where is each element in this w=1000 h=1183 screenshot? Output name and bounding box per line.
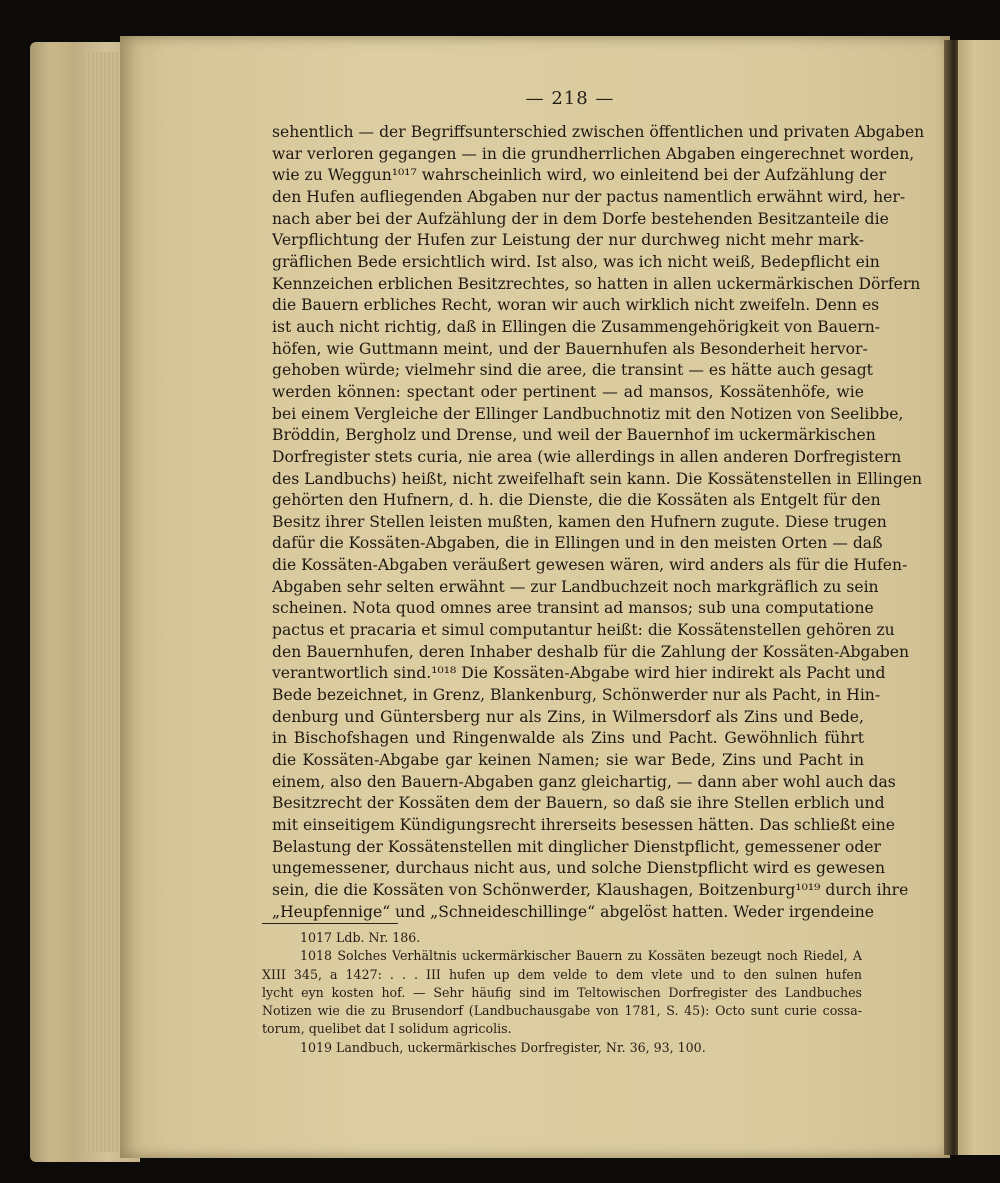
- text-line: einem, also den Bauern-Abgaben ganz gleichartig, — dann aber wohl auch das: [272, 772, 896, 791]
- text-line: sehentlich — der Begriffsunterschied zwischen öffentlichen und privaten Abgaben: [272, 123, 925, 141]
- footnotes: [262, 929, 862, 1057]
- footnote-line: XIII 345, a 1427: . . . III hufen up dem velde to dem vlete und to den sulnen hufen: [262, 966, 862, 982]
- text-line: Besitzrecht der Kossäten dem der Bauern, so daß sie ihre Stellen erblich und: [272, 794, 885, 813]
- text-line: wie zu Weggun¹⁰¹⁷ wahrscheinlich wird, wo einleitend bei der Aufzählung der: [272, 166, 887, 185]
- text-line: war verloren gegangen — in die grundherrlichen Abgaben eingerechnet worden,: [272, 144, 915, 163]
- text-line: den Hufen aufliegenden Abgaben nur der pactus namentlich erwähnt wird, her-: [272, 187, 906, 206]
- text-line: scheinen. Nota quod omnes aree transint ad mansos; sub una computatione: [272, 599, 874, 618]
- footnote-line: torum, quelibet dat I solidum agricolis.: [262, 1021, 512, 1037]
- facing-page-edge: [958, 40, 1000, 1155]
- footnote-line: 1019 Landbuch, uckermärkisches Dorfregister, Nr. 36, 93, 100.: [300, 1039, 706, 1055]
- footnote-line: Notizen wie die zu Brusendorf (Landbuchausgabe von 1781, S. 45): Octo sunt curie cossa-: [262, 1003, 862, 1019]
- text-line: nach aber bei der Aufzählung der in dem Dorfe bestehenden Besitzanteile die: [272, 209, 889, 228]
- text-line: gehoben würde; vielmehr sind die aree, die transint — es hätte auch gesagt: [272, 361, 873, 380]
- footnote-divider: [262, 923, 398, 924]
- text-line: „Heupfennige“ und „Schneideschillinge“ abgelöst hatten. Weder irgendeine: [272, 902, 875, 921]
- text-line: Besitz ihrer Stellen leisten mußten, kamen den Hufnern zugute. Diese trugen: [272, 512, 887, 531]
- text-line: gehörten den Hufnern, d. h. die Dienste, die die Kossäten als Entgelt für den: [272, 491, 881, 510]
- page-number: — 218 —: [525, 88, 615, 109]
- text-line: Bede bezeichnet, in Grenz, Blankenburg, Schönwerder nur als Pacht, in Hin-: [272, 686, 881, 705]
- text-line: Abgaben sehr selten erwähnt — zur Landbuchzeit noch markgräflich zu sein: [272, 577, 879, 596]
- text-line: mit einseitigem Kündigungsrecht ihrerseits besessen hätten. Das schließt eine: [272, 816, 895, 834]
- text-line: sein, die die Kossäten von Schönwerder, Klaushagen, Boitzenburg¹⁰¹⁹ durch ihre: [272, 880, 909, 899]
- text-line: dafür die Kossäten-Abgaben, die in Ellingen und in den meisten Orten — daß: [272, 534, 883, 553]
- text-line: pactus et pracaria et simul computantur heißt: die Kossätenstellen gehören zu: [272, 621, 895, 640]
- text-line: Belastung der Kossätenstellen mit dinglicher Dienstpflicht, gemessener oder: [272, 837, 881, 856]
- text-line: die Kossäten-Abgabe gar keinen Namen; sie war Bede, Zins und Pacht in: [272, 751, 864, 770]
- text-line: denburg und Güntersberg nur als Zins, in Wilmersdorf als Zins und Bede,: [272, 707, 864, 726]
- text-line: gräflichen Bede ersichtlich wird. Ist also, was ich nicht weiß, Bedepflicht ein: [272, 252, 880, 271]
- footnote-line: 1017 Ldb. Nr. 186.: [300, 930, 421, 945]
- text-line: Verpflichtung der Hufen zur Leistung der nur durchweg nicht mehr mark-: [272, 231, 864, 250]
- body-text: [272, 122, 925, 923]
- text-line: ungemessener, durchaus nicht aus, und solche Dienstpflicht wird es gewesen: [272, 859, 886, 878]
- text-line: den Bauernhufen, deren Inhaber deshalb für die Zahlung der Kossäten-Abgaben: [272, 642, 910, 661]
- text-line: Kennzeichen erblichen Besitzrechtes, so hatten in allen uckermärkischen Dörfern: [272, 274, 921, 293]
- text-line: des Landbuchs) heißt, nicht zweifelhaft sein kann. Die Kossätenstellen in Ellingen: [272, 469, 923, 488]
- text-line: ist auch nicht richtig, daß in Ellingen die Zusammengehörigkeit von Bauern-: [272, 317, 881, 336]
- footnote-line: lycht eyn kosten hof. — Sehr häufig sind im Teltowischen Dorfregister des Landbuches: [262, 984, 862, 1000]
- text-line: Bröddin, Bergholz und Drense, und weil der Bauernhof im uckermärkischen: [272, 426, 876, 445]
- text-line: in Bischofshagen und Ringenwalde als Zins und Pacht. Gewöhnlich führt: [272, 729, 864, 748]
- text-line: verantwortlich sind.¹⁰¹⁸ Die Kossäten-Abgabe wird hier indirekt als Pacht und: [272, 664, 886, 683]
- text-line: bei einem Vergleiche der Ellinger Landbuchnotiz mit den Notizen von Seelibbe,: [272, 404, 904, 423]
- text-line: die Kossäten-Abgaben veräußert gewesen wären, wird anders als für die Hufen-: [272, 556, 908, 575]
- text-line: werden können: spectant oder pertinent — ad mansos, Kossätenhöfe, wie: [272, 382, 864, 401]
- text-line: Dorfregister stets curia, nie area (wie allerdings in allen anderen Dorfregistern: [272, 447, 902, 466]
- text-line: höfen, wie Guttmann meint, und der Bauernhufen als Besonderheit hervor-: [272, 339, 868, 358]
- text-line: die Bauern erbliches Recht, woran wir auch wirklich nicht zweifeln. Denn es: [272, 296, 880, 315]
- footnote-line: 1018 Solches Verhältnis uckermärkischer Bauern zu Kossäten bezeugt noch Riedel, A: [300, 948, 862, 964]
